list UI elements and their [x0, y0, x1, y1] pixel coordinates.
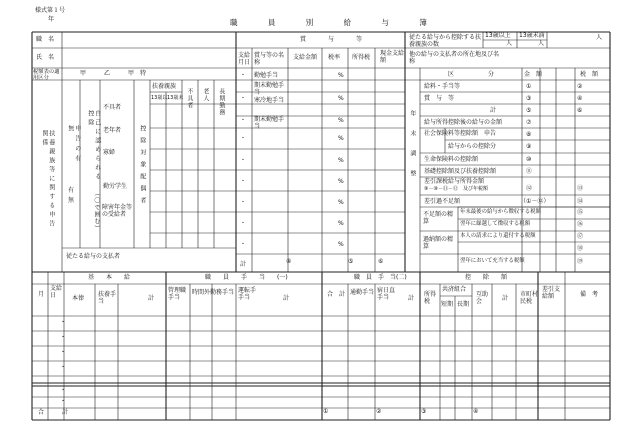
ye-mark: ⑦	[526, 119, 532, 126]
ye-mark: ⑥	[577, 107, 583, 114]
ye-row: 給与所得控除後の給与の金額	[424, 119, 503, 126]
year-suffix: 年	[48, 16, 55, 23]
kyosai-col: 共済組合	[442, 286, 467, 293]
pct-sign: %	[338, 72, 344, 79]
ye-mark: ⑯	[577, 221, 584, 228]
ye-mark: ④	[577, 95, 583, 102]
none-option[interactable]: 無	[68, 197, 75, 204]
bonus-total-label: 計	[240, 261, 247, 268]
disabled-etc-label[interactable]: 障害年金等の受給者	[102, 204, 133, 218]
kubun-label: 区 分	[448, 71, 499, 78]
self-deduction-label: 自己に認められる控除	[86, 110, 101, 182]
other-source-label: 他の給与の支払者の所在地及び名称	[409, 51, 500, 65]
circle-2: ②	[376, 408, 382, 415]
dept-input[interactable]	[63, 33, 235, 47]
bullet: ・	[240, 178, 247, 185]
secondary-payer-label: 従たる給与の支払者	[66, 253, 121, 260]
circle-6: ⑥	[378, 258, 384, 265]
row-dot: ・	[60, 319, 67, 326]
tsukin-col: 通勤手当	[350, 289, 375, 296]
gokei-col: 合 計	[327, 291, 346, 298]
payday-col: 支給日	[50, 285, 63, 299]
form-number: 様式第１号	[35, 7, 66, 14]
net-label: 現金支給額	[380, 50, 405, 64]
ye-mark: ⑫	[526, 185, 533, 192]
excess-label: 不足額の精算	[423, 211, 454, 225]
shokuin1-header: 職 員 手 当 (一)	[205, 274, 288, 281]
ye-mark: ⑤	[526, 107, 532, 114]
ye-row: 賞 与 等	[424, 95, 455, 102]
bullet: ・	[240, 117, 247, 124]
person-unit: 人	[506, 40, 513, 47]
kind-item: 寒冷地手当	[254, 97, 285, 104]
ye-mark: ⑲	[577, 258, 584, 265]
row-dot: ・	[60, 364, 67, 371]
ye-row: 給与からの控除分	[448, 143, 497, 150]
circle-1: ①	[323, 408, 329, 415]
over13-label: 13歳未満	[519, 32, 545, 39]
circle-5: ⑤	[348, 258, 354, 265]
pct-sign: %	[338, 95, 344, 102]
elderly-label[interactable]: 老年者	[103, 127, 122, 134]
income-tax-label: 所得税	[352, 54, 371, 61]
ye-row: 差引課税給与所得金額	[424, 178, 485, 185]
person-unit: 人	[596, 34, 603, 41]
dependents-title: 従たる給与から控除する扶養親族の数	[409, 34, 482, 48]
bullet: ・	[240, 241, 247, 248]
ye-mark: ⑪	[526, 168, 533, 175]
deduction-label: 扶養親族等に関する申告関係	[40, 130, 55, 229]
amount-label: 支給金額	[293, 54, 318, 61]
shotoku-col: 所得税	[424, 291, 437, 305]
ye-row: 差引過不足額	[424, 198, 461, 205]
over-label: 過納額の精算	[423, 236, 454, 250]
page-title: 職 員 別 給 与 簿	[230, 18, 441, 27]
pct-sign: %	[338, 241, 344, 248]
ye-row: 翌年において充当する税額	[460, 258, 525, 264]
ye-mark: ⑩	[526, 156, 532, 163]
bullet: ・	[240, 220, 247, 227]
declare-label: 申告の有無	[66, 125, 81, 165]
row-dot: ・	[60, 387, 67, 394]
kind-item: 期末勤勉手当	[254, 116, 285, 130]
name-label: 氏 名	[36, 54, 55, 61]
fugu-col-label: 不具者	[185, 88, 193, 109]
kei3-col: 計	[408, 295, 415, 302]
kind-label: 賞与等の名称	[254, 52, 285, 66]
spouse-col-label: 控除対象配偶者	[138, 125, 146, 209]
pct-sign: %	[338, 199, 344, 206]
bullet: ・	[240, 95, 247, 102]
under13b-label: 13歳以	[151, 95, 168, 101]
kanri-col: 管理職手当	[168, 287, 187, 301]
circle-4: ④	[473, 408, 479, 415]
shokuin2-header: 職 員 手 当(二)	[354, 274, 407, 281]
circle-3: ③	[421, 408, 427, 415]
pct-sign: %	[338, 178, 344, 185]
fuyo-col: 扶養手当	[98, 291, 117, 305]
ye-mark: ①	[526, 83, 532, 90]
row-dot: ・	[60, 398, 67, 405]
kingaku-label: 金 額	[524, 71, 543, 78]
ye-row: 年末最後の給与から徴収する税額	[460, 209, 541, 215]
has-option[interactable]: 有	[68, 187, 75, 194]
ye-mark: ⑧	[526, 131, 532, 138]
bullet: ・	[240, 135, 247, 142]
dept-label: 職 名	[36, 36, 55, 43]
kojo-header: 控 除 額	[465, 274, 508, 281]
sashihiki-col: 差引支給額	[542, 286, 561, 300]
grand-total-label: 合 計	[38, 409, 69, 416]
zeigaku-label: 税 額	[580, 71, 599, 78]
ye-mark: ⑮	[577, 209, 584, 216]
chosho-col-label: 長期勤務	[217, 88, 225, 116]
person-unit: 人	[538, 40, 545, 47]
bullet: ・	[240, 157, 247, 164]
ye-row: 社会保険料等控除額 申告	[424, 130, 497, 137]
ye-mark: ②	[577, 83, 583, 90]
kihon-header: 基 本 給	[88, 274, 131, 281]
pct-sign: %	[338, 117, 344, 124]
self-note: （〇で囲む）	[92, 190, 100, 232]
pct-sign: %	[338, 220, 344, 227]
kei-col: 計	[148, 295, 155, 302]
ye-mark: ⑰	[577, 233, 584, 240]
shichoson-col: 市町村民税	[520, 291, 539, 305]
gojo-col: 互助会	[476, 291, 489, 305]
bonus-section-title: 賞 与 等	[300, 36, 371, 43]
ye-row: 本人の請求により還付する税額	[460, 233, 536, 239]
ye-mark: ⑨	[526, 143, 532, 150]
tanki-col: 短期	[441, 301, 454, 308]
kind-item: 勤勉手当	[254, 72, 279, 79]
ye-row: 生命保険料の控除額	[424, 156, 479, 163]
jikangai-col: 時間外勤務手当	[192, 289, 235, 296]
bullet: ・	[240, 72, 247, 79]
rate-label: 税率	[328, 54, 341, 61]
rojin-col-label: 老人	[201, 88, 209, 102]
kei4-col: 計	[502, 295, 509, 302]
shukuchoku-col: 宿日直手当	[377, 287, 396, 301]
ye-row: 給料・手当等	[424, 83, 461, 90]
dep-col-label: 扶養親族	[152, 83, 177, 90]
widow-label[interactable]: 寡婦	[103, 149, 116, 156]
over13b-label: 13歳未	[167, 95, 184, 101]
ye-row: 翌年に繰越して徴収する税額	[460, 221, 531, 227]
pct-sign: %	[338, 135, 344, 142]
ye-mark: ⑬	[577, 185, 584, 192]
kind-item: 期末勤勉手当	[254, 82, 285, 96]
under13-label: 13歳以上	[485, 32, 511, 39]
biko-col: 備 考	[580, 291, 599, 298]
bullet: ・	[240, 199, 247, 206]
kou-otsu[interactable]: 甲 乙 甲特	[80, 70, 153, 77]
payday-label: 支給月日	[238, 52, 251, 66]
row-dot: ・	[60, 349, 67, 356]
ye-row: 基礎控除額及び扶養控除額	[424, 168, 497, 175]
hon-col: 本俸	[72, 295, 85, 302]
kei2-col: 計	[283, 295, 290, 302]
ye-row: 計	[490, 107, 497, 114]
row-dot: ・	[60, 334, 67, 341]
month-col: 月	[38, 291, 45, 298]
student-label[interactable]: 勤労学生	[103, 183, 128, 190]
choki-col: 長期	[457, 301, 470, 308]
ye-mark: ⑱	[577, 245, 584, 252]
year-end-label: 年末調整	[408, 110, 416, 190]
name-input[interactable]	[63, 49, 235, 67]
tax-table-label: 税額表の適用区分	[33, 69, 60, 81]
disabled-label[interactable]: 不具者	[103, 104, 122, 111]
ye-diff-calc: （①－⑫）	[520, 198, 550, 205]
ye-mark: ⑭	[577, 198, 584, 205]
ye-mark: ③	[526, 95, 532, 102]
unten-col: 運転手手当	[238, 287, 257, 301]
circle-4: ④	[286, 258, 292, 265]
ye-fugu-label: ⑨－⑩－⑪－⑫ 及び年税額	[424, 186, 488, 192]
pct-sign: %	[338, 157, 344, 164]
